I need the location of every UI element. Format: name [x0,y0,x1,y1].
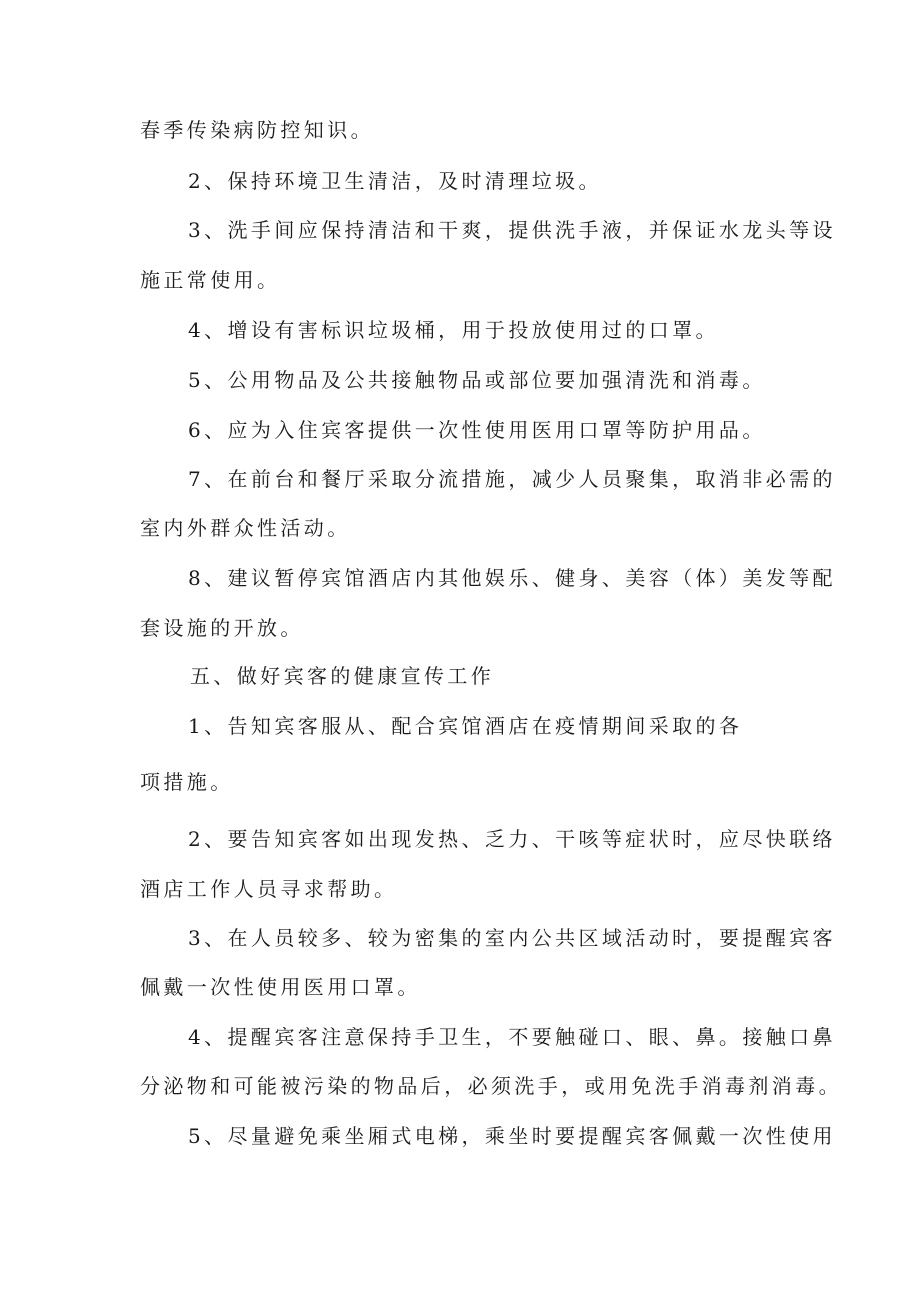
text-line: 3、在人员较多、较为密集的室内公共区域活动时，要提醒宾客 [188,926,836,950]
text-line: 施正常使用。 [140,268,281,292]
text-line: 2、要告知宾客如出现发热、乏力、干咳等症状时，应尽快联络 [188,827,836,851]
text-line: 5、公用物品及公共接触物品或部位要加强清洗和消毒。 [188,368,766,392]
text-line: 4、提醒宾客注意保持手卫生，不要触碰口、眼、鼻。接触口鼻 [188,1025,836,1049]
text-line: 8、建议暂停宾馆酒店内其他娱乐、健身、美容（体）美发等配 [188,566,836,590]
text-line: 分泌物和可能被污染的物品后，必须洗手，或用免洗手消毒剂消毒。 [140,1074,842,1098]
text-line: 3、洗手间应保持清洁和干爽，提供洗手液，并保证水龙头等设 [188,218,836,242]
text-line: 7、在前台和餐厅采取分流措施，减少人员聚集，取消非必需的 [188,467,836,491]
text-line: 6、应为入住宾客提供一次性使用医用口罩等防护用品。 [188,418,766,442]
text-line: 5、尽量避免乘坐厢式电梯，乘坐时要提醒宾客佩戴一次性使用 [188,1124,836,1148]
text-line: 2、保持环境卫生清洁，及时清理垃圾。 [188,169,602,193]
text-line: 套设施的开放。 [140,616,304,640]
text-line: 室内外群众性活动。 [140,516,351,540]
text-line: 项措施。 [140,770,234,794]
text-line: 酒店工作人员寻求帮助。 [140,877,398,901]
text-line: 1、告知宾客服从、配合宾馆酒店在疫情期间采取的各 [188,714,743,738]
text-line: 佩戴一次性使用医用口罩。 [140,975,421,999]
section-heading: 五、做好宾客的健康宣传工作 [190,664,495,688]
text-line: 春季传染病防控知识。 [140,118,374,142]
text-line: 4、增设有害标识垃圾桶，用于投放使用过的口罩。 [188,318,719,342]
